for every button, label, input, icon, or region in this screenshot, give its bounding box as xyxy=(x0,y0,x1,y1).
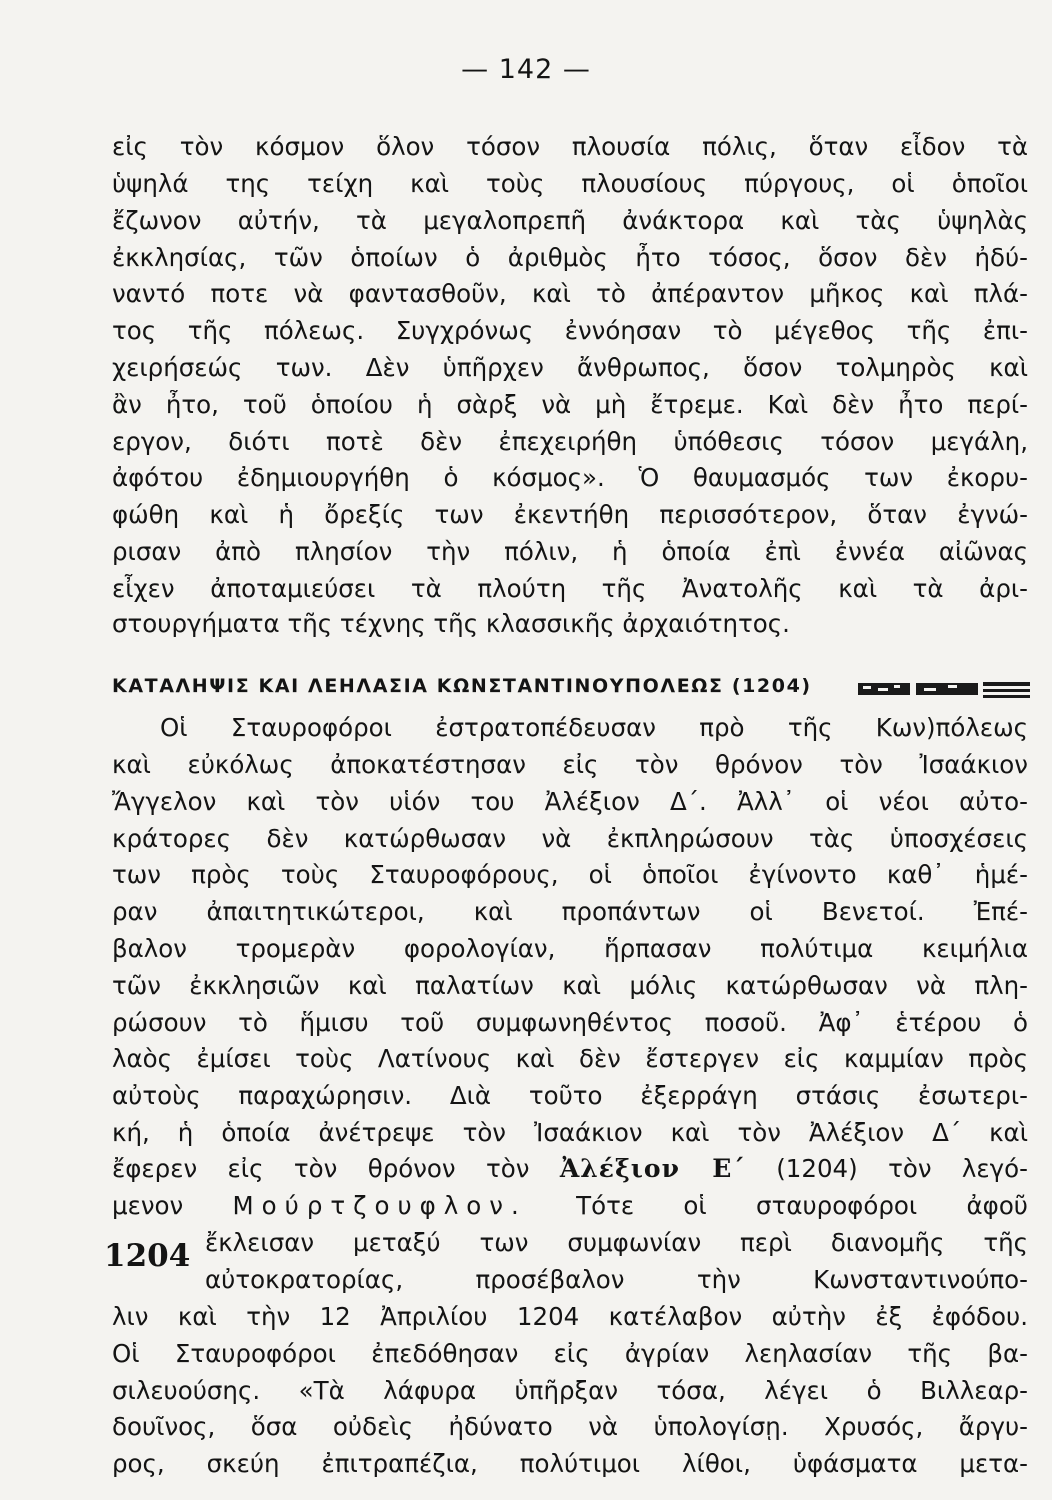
text-line: ἂν ἦτο, τοῦ ὁποίου ἡ σὰρξ νὰ μὴ ἔτρεμε. Καὶ δὲν ἦτο περί- xyxy=(112,390,1028,419)
text-line-nickname xyxy=(112,1191,1028,1221)
text-line: Οἱ Σταυροφόροι ἐπεδόθησαν εἰς ἀγρίαν λεηλασίαν τῆς βα- xyxy=(112,1339,1028,1368)
text-line: ὑψηλά της τείχη καὶ τοὺς πλουσίους πύργους, οἱ ὁποῖοι xyxy=(112,169,1028,198)
text-line: ραν ἀπαιτητικώτεροι, καὶ προπάντων οἱ Βενετοί. Ἐπέ- xyxy=(112,897,1028,926)
text-line: ἀφότου ἐδημιουργήθη ὁ κόσμος». Ὁ θαυμασμός των ἐκορυ- xyxy=(112,463,1028,492)
heading-ornament xyxy=(858,679,1030,699)
text-line: ρισαν ἀπὸ πλησίον τὴν πόλιν, ἡ ὁποία ἐπὶ ἐννέα αἰῶνας xyxy=(112,537,1028,566)
text-line: βαλον τρομερὰν φορολογίαν, ἥρπασαν πολύτιμα κειμήλια xyxy=(112,934,1028,963)
text-segment: Τότε οἱ σταυροφόροι ἀφοῦ xyxy=(576,1191,1028,1220)
text-line: λιν καὶ τὴν 12 Ἀπριλίου 1204 κατέλαβον αὐτὴν ἐξ ἐφόδου. xyxy=(112,1302,1028,1331)
text-line: εργον, διότι ποτὲ δὲν ἐπεχειρήθη ὑπόθεσις τόσον μεγάλη, xyxy=(112,427,1028,456)
text-line: αὐτοκρατορίας, προσέβαλον τὴν Κωνσταντινούπο- xyxy=(205,1265,1028,1294)
text-line-emperor xyxy=(112,1154,1028,1184)
text-line: αὐτοὺς παραχώρησιν. Διὰ τοῦτο ἐξερράγη στάσις ἐσωτερι- xyxy=(112,1081,1028,1110)
text-line: ρος, σκεύη ἐπιτραπέζια, πολύτιμοι λίθοι, ὑφάσματα μετα- xyxy=(112,1449,1028,1478)
text-line: ἐκκλησίας, τῶν ὁποίων ὁ ἀριθμὸς ἦτο τόσος, ὅσον δὲν ἠδύ- xyxy=(112,243,1028,272)
text-segment: μενον xyxy=(112,1191,184,1220)
text-segment: (1204) τὸν λεγό- xyxy=(776,1154,1028,1183)
text-line: ρώσουν τὸ ἥμισυ τοῦ συμφωνηθέντος ποσοῦ. Ἀφ᾿ ἑτέρου ὁ xyxy=(112,1008,1028,1037)
text-line: εἰς τὸν κόσμον ὅλον τόσον πλουσία πόλις, ὅταν εἶδον τὰ xyxy=(112,132,1028,161)
text-line: ἔκλεισαν μεταξύ των συμφωνίαν περὶ διανομῆς τῆς xyxy=(205,1228,1028,1257)
text-line: Ἄγγελον καὶ τὸν υἱόν του Ἀλέξιον Δ΄. Ἀλλ᾿ οἱ νέοι αὐτο- xyxy=(112,787,1028,816)
text-line: φώθη καὶ ἡ ὄρεξίς των ἐκεντήθη περισσότερον, ὅταν ἐγνώ- xyxy=(112,500,1028,529)
emperor-name: Ἀλέξιον Ε΄ xyxy=(559,1154,746,1183)
nickname: Μούρτζουφλον. xyxy=(232,1191,527,1220)
text-line: καὶ εὐκόλως ἀποκατέστησαν εἰς τὸν θρόνον τὸν Ἰσαάκιον xyxy=(112,750,1028,779)
page-number: — 142 — xyxy=(461,54,591,85)
text-line: σιλευούσης. «Τὰ λάφυρα ὑπῆρξαν τόσα, λέγει ὁ Βιλλεαρ- xyxy=(112,1376,1028,1405)
text-line: χειρήσεώς των. Δὲν ὑπῆρχεν ἄνθρωπος, ὅσον τολμηρὸς καὶ xyxy=(112,353,1028,382)
text-line: κή, ἡ ὁποία ἀνέτρεψε τὸν Ἰσαάκιον καὶ τὸν Ἀλέξιον Δ΄ καὶ xyxy=(112,1118,1028,1147)
text-line: εἶχεν ἀποταμιεύσει τὰ πλούτη τῆς Ἀνατολῆς καὶ τὰ ἀρι- xyxy=(112,574,1028,603)
section-heading: ΚΑΤΑΛΗΨΙΣ ΚΑΙ ΛΕΗΛΑΣΙΑ ΚΩΝΣΤΑΝΤΙΝΟΥΠΟΛΕΩΣ (1204) xyxy=(112,675,812,697)
text-line: των πρὸς τοὺς Σταυροφόρους, οἱ ὁποῖοι ἐγίνοντο καθ᾿ ἡμέ- xyxy=(112,860,1028,889)
text-line: στουργήματα τῆς τέχνης τῆς κλασσικῆς ἀρχαιότητος. xyxy=(112,609,790,638)
text-line: κράτορες δὲν κατώρθωσαν νὰ ἐκπληρώσουν τὰς ὑποσχέσεις xyxy=(112,824,1028,853)
text-line: λαὸς ἐμίσει τοὺς Λατίνους καὶ δὲν ἔστεργεν εἰς καμμίαν πρὸς xyxy=(112,1044,1028,1073)
text-line: Οἱ Σταυροφόροι ἐστρατοπέδευσαν πρὸ τῆς Κων)πόλεως xyxy=(160,713,1028,742)
text-line: τῶν ἐκκλησιῶν καὶ παλατίων καὶ μόλις κατώρθωσαν νὰ πλη- xyxy=(112,971,1028,1000)
text-line: τος τῆς πόλεως. Συγχρόνως ἐννόησαν τὸ μέγεθος τῆς ἐπι- xyxy=(112,316,1028,345)
text-segment: ἔφερεν εἰς τὸν θρόνον τὸν xyxy=(112,1154,530,1183)
margin-year: 1204 xyxy=(104,1238,191,1274)
text-line: ἔζωνον αὐτήν, τὰ μεγαλοπρεπῆ ἀνάκτορα καὶ τὰς ὑψηλὰς xyxy=(112,206,1028,235)
text-line: ναντό ποτε νὰ φαντασθοῦν, καὶ τὸ ἀπέραντον μῆκος καὶ πλά- xyxy=(112,279,1028,308)
text-line: δουῖνος, ὅσα οὐδεὶς ἠδύνατο νὰ ὑπολογίσῃ. Χρυσός, ἄργυ- xyxy=(112,1412,1028,1441)
